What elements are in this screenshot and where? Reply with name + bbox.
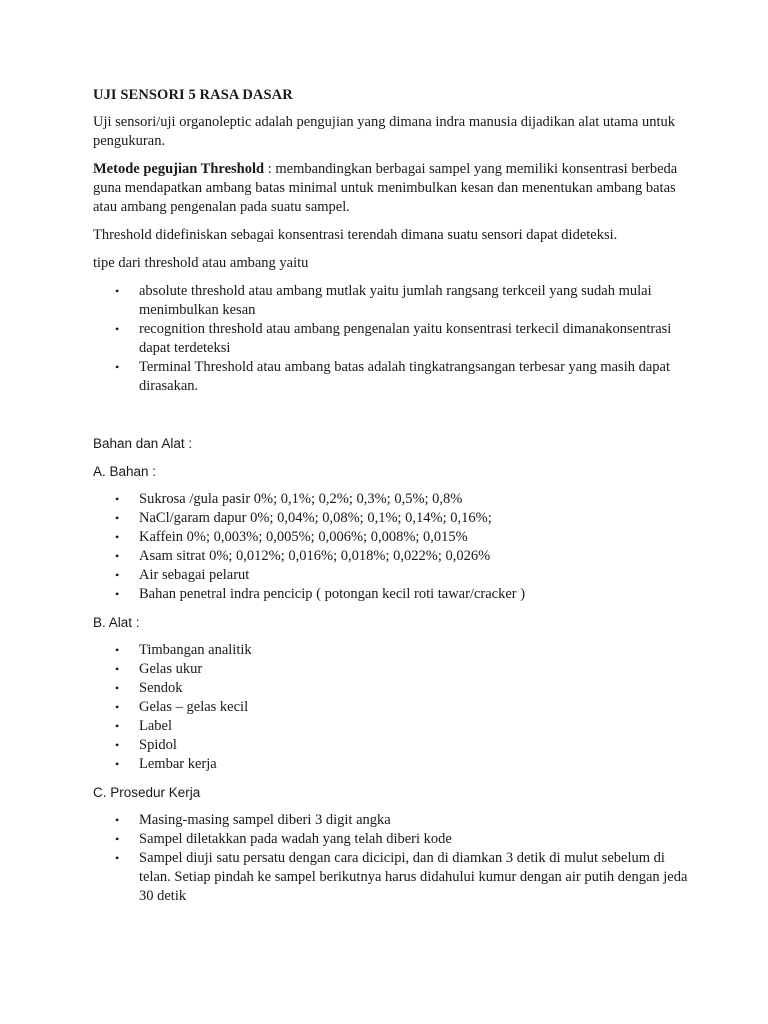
bullet-icon: • — [115, 322, 120, 336]
list-item: • Air sebagai pelarut — [115, 567, 250, 583]
bullet-icon: • — [115, 492, 120, 506]
bullet-icon: • — [115, 719, 120, 733]
list-item: • Spidol — [115, 737, 177, 753]
metode-label: Metode pegujian Threshold — [93, 161, 265, 177]
bullet-icon: • — [115, 738, 120, 752]
bullet-icon: • — [115, 813, 120, 827]
document-title: UJI SENSORI 5 RASA DASAR — [93, 87, 293, 103]
prosedur-heading: C. Prosedur Kerja — [93, 785, 201, 800]
bullet-icon: • — [115, 832, 120, 846]
list-item: • absolute threshold atau ambang mutlak yaitu jumlah rangsang terkceil yang sudah mulai menimbulkan kesan — [115, 283, 652, 318]
bullet-icon: • — [115, 700, 120, 714]
bullet-icon: • — [115, 360, 120, 374]
threshold-types-list — [93, 282, 693, 396]
list-item: • NaCl/garam dapur 0%; 0,04%; 0,08%; 0,1%; 0,14%; 0,16%; — [115, 510, 492, 526]
spacer — [93, 405, 693, 434]
bullet-icon: • — [115, 681, 120, 695]
list-item: • Sukrosa /gula pasir 0%; 0,1%; 0,2%; 0,3%; 0,5%; 0,8% — [115, 491, 463, 507]
list-item: • Sampel diuji satu persatu dengan cara dicicipi, dan di diamkan 3 detik di mulut sebelum di telan. Setiap pindah ke sampel berikutnya harus didahului kumur dengan air putih dengan jeda 30 detik — [115, 850, 688, 904]
bullet-icon: • — [115, 587, 120, 601]
list-item: • Bahan penetral indra pencicip ( potongan kecil roti tawar/cracker ) — [115, 586, 526, 602]
alat-heading: B. Alat : — [93, 615, 140, 630]
document-body — [93, 86, 693, 915]
list-item: • Terminal Threshold atau ambang batas adalah tingkatrangsangan terbesar yang masih dapat dirasakan. — [115, 359, 670, 394]
metode-paragraph — [93, 160, 693, 217]
list-item: • Lembar kerja — [115, 756, 217, 772]
bahan-alat-heading: Bahan dan Alat : — [93, 436, 193, 451]
metode-text: : membandingkan berbagai sampel yang memiliki konsentrasi berbeda guna mendapatkan ambang batas minimal untuk menimbulkan kesan dan menentukan ambang batas atau ambang pengenalan pada suatu sampel. — [93, 161, 678, 215]
bullet-icon: • — [115, 643, 120, 657]
alat-list — [93, 641, 693, 774]
bahan-heading: A. Bahan : — [93, 464, 157, 479]
bahan-list — [93, 490, 693, 604]
definition-paragraph: Threshold didefiniskan sebagai konsentrasi terendah dimana suatu sensori dapat dideteksi. — [93, 227, 618, 243]
list-item: • Kaffein 0%; 0,003%; 0,005%; 0,006%; 0,008%; 0,015% — [115, 529, 468, 545]
list-item: • Sendok — [115, 680, 183, 696]
intro-paragraph: Uji sensori/uji organoleptic adalah pengujian yang dimana indra manusia dijadikan alat utama untuk pengukuran. — [93, 114, 675, 149]
types-intro: tipe dari threshold atau ambang yaitu — [93, 255, 309, 271]
bullet-icon: • — [115, 662, 120, 676]
bullet-icon: • — [115, 549, 120, 563]
list-item: • Asam sitrat 0%; 0,012%; 0,016%; 0,018%; 0,022%; 0,026% — [115, 548, 491, 564]
list-item: • Label — [115, 718, 173, 734]
list-item: • Masing-masing sampel diberi 3 digit angka — [115, 812, 391, 828]
list-item: • Timbangan analitik — [115, 642, 252, 658]
list-item: • Gelas ukur — [115, 661, 203, 677]
bullet-icon: • — [115, 568, 120, 582]
list-item: • Sampel diletakkan pada wadah yang telah diberi kode — [115, 831, 452, 847]
bullet-icon: • — [115, 757, 120, 771]
bullet-icon: • — [115, 284, 120, 298]
bullet-icon: • — [115, 511, 120, 525]
list-item: • Gelas – gelas kecil — [115, 699, 249, 715]
bullet-icon: • — [115, 530, 120, 544]
list-item: • recognition threshold atau ambang pengenalan yaitu konsentrasi terkecil dimanakonsentrasi dapat terdeteksi — [115, 321, 672, 356]
prosedur-list — [93, 811, 693, 906]
bullet-icon: • — [115, 851, 120, 865]
